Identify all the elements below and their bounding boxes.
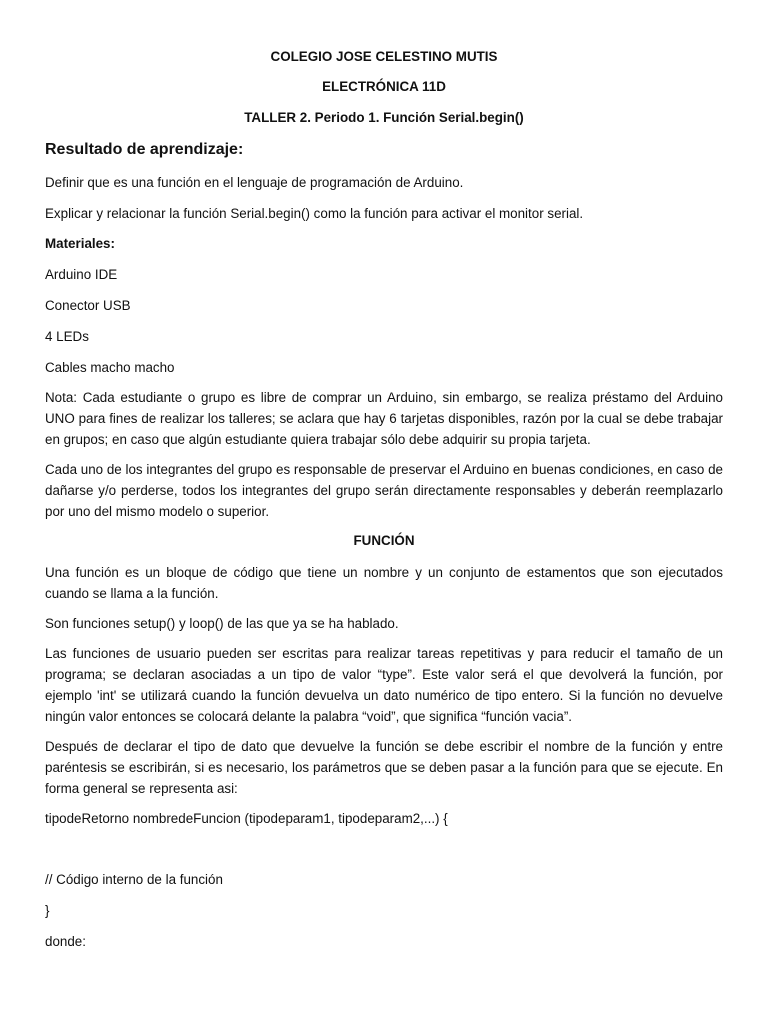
where-label: donde: [45, 934, 86, 949]
function-definition-paragraph: Una función es un bloque de código que tiene un nombre y un conjunto de estamentos que son ejecutados cuando se llama a la función. [45, 565, 723, 601]
code-close-brace: } [45, 903, 50, 918]
learning-outcome-item: Definir que es una función en el lenguaje de programación de Arduino. [45, 175, 464, 190]
materials-item: 4 LEDs [45, 329, 89, 344]
user-functions-paragraph: Las funciones de usuario pueden ser escritas para realizar tareas repetitivas y para reducir el tamaño de un programa; se declaran asociadas a un tipo de valor “type”. Este valor será el que devolverá la función, por ejemplo 'int' se utilizará cuando la función devuelva un dato numérico de tipo entero. Si la función no devuelve ningún valor entonces se colocará delante la palabra “void”, que significa “función vacia”. [45, 646, 723, 724]
code-signature: tipodeRetorno nombredeFuncion (tipodeparam1, tipodeparam2,...) { [45, 811, 448, 826]
materials-heading: Materiales: [45, 236, 115, 251]
materials-item: Cables macho macho [45, 360, 175, 375]
note-paragraph: Nota: Cada estudiante o grupo es libre de comprar un Arduino, sin embargo, se realiza préstamo del Arduino UNO para fines de realizar los talleres; se aclara que hay 6 tarjetas disponibles, razón por la cual se debe trabajar en grupos; en caso que algún estudiante quiera trabajar sólo debe adquirir su propia tarjeta. [45, 390, 723, 447]
materials-item: Conector USB [45, 298, 131, 313]
responsibility-paragraph: Cada uno de los integrantes del grupo es responsable de preservar el Arduino en buenas condiciones, en caso de dañarse y/o perderse, todos los integrantes del grupo serán directamente responsables y deberán reemplazarlo por uno del mismo modelo o superior. [45, 462, 723, 519]
declaration-paragraph: Después de declarar el tipo de dato que devuelve la función se debe escribir el nombre de la función y entre paréntesis se escribirán, si es necesario, los parámetros que se deben pasar a la función para que se ejecute. En forma general se representa asi: [45, 739, 723, 796]
school-title: COLEGIO JOSE CELESTINO MUTIS [270, 49, 498, 64]
learning-outcome-item: Explicar y relacionar la función Serial.begin() como la función para activar el monitor serial. [45, 206, 584, 221]
function-heading: FUNCIÓN [353, 533, 415, 548]
learning-outcome-heading: Resultado de aprendizaje: [45, 141, 244, 158]
code-comment: // Código interno de la función [45, 872, 223, 887]
materials-item: Arduino IDE [45, 267, 118, 282]
course-title: ELECTRÓNICA 11D [322, 79, 446, 94]
function-examples-paragraph: Son funciones setup() y loop() de las que ya se ha hablado. [45, 616, 399, 631]
workshop-title: TALLER 2. Periodo 1. Función Serial.begin() [244, 110, 524, 125]
